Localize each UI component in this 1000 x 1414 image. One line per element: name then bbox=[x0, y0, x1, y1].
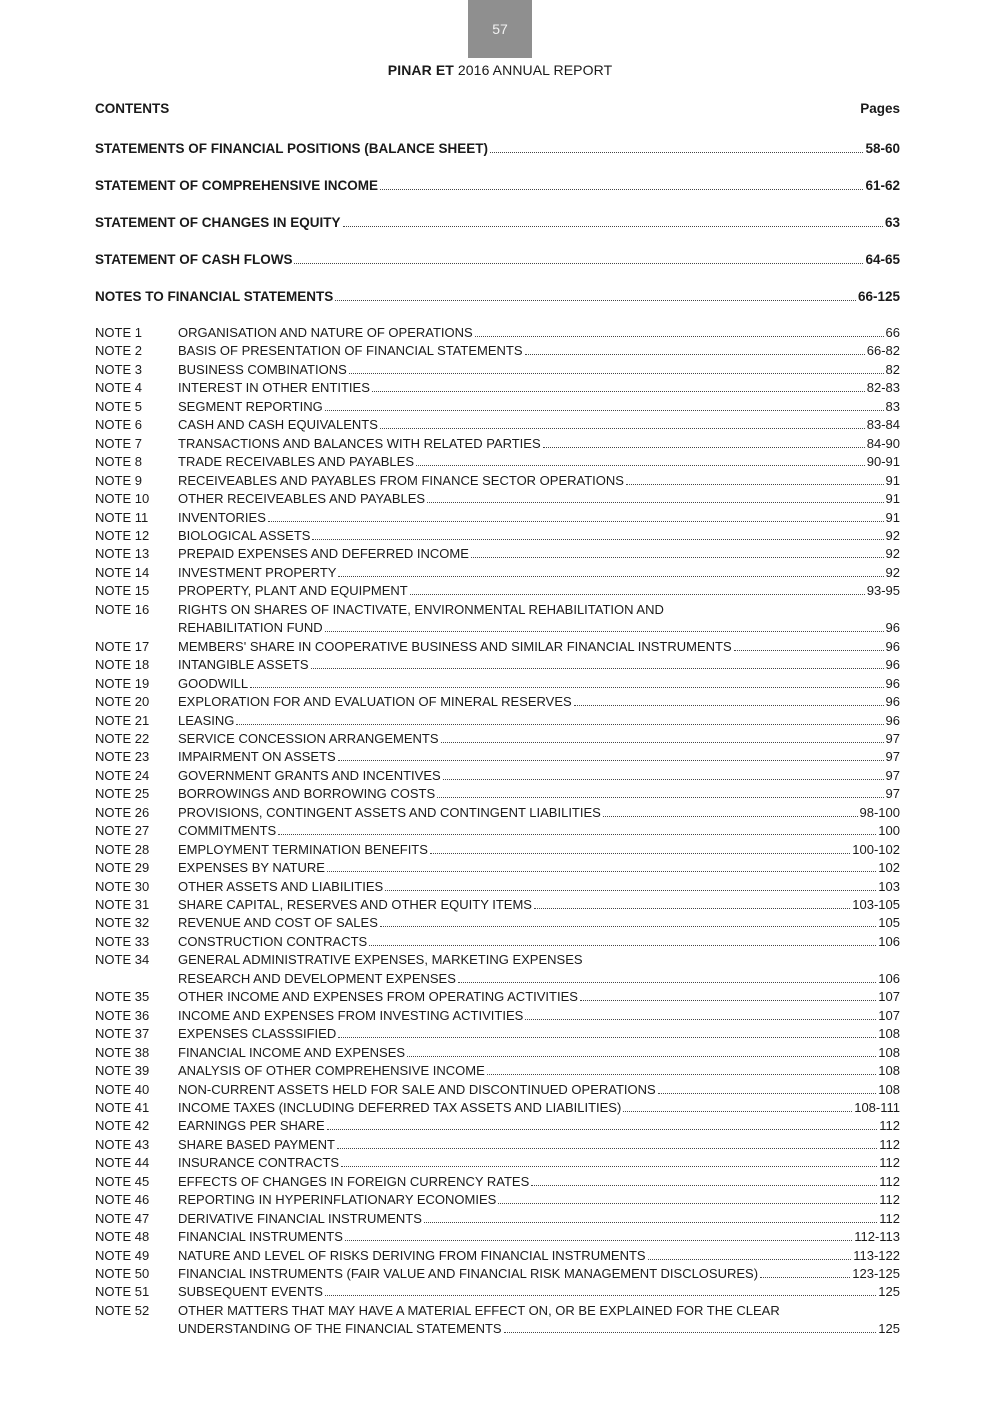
note-pages: 112 bbox=[879, 1173, 900, 1189]
dot-leader bbox=[534, 908, 850, 909]
note-pages: 113-122 bbox=[853, 1247, 900, 1263]
note-label: OTHER INCOME AND EXPENSES FROM OPERATING ACTIVITIES bbox=[178, 989, 578, 1005]
note-label: GENERAL ADMINISTRATIVE EXPENSES, MARKETING EXPENSES bbox=[178, 952, 583, 968]
note-pages: 112-113 bbox=[854, 1229, 900, 1245]
note-number: NOTE 24 bbox=[95, 767, 150, 783]
dot-leader bbox=[437, 797, 883, 798]
note-entry bbox=[95, 1152, 900, 1170]
statement-pages: 58-60 bbox=[865, 141, 900, 156]
note-pages: 96 bbox=[885, 694, 900, 709]
statement-label: STATEMENT OF COMPREHENSIVE INCOME bbox=[95, 178, 379, 193]
note-pages: 96 bbox=[885, 712, 900, 728]
note-entry bbox=[95, 507, 900, 525]
note-entry bbox=[95, 783, 900, 801]
note-label: GOVERNMENT GRANTS AND INCENTIVES bbox=[178, 767, 441, 783]
dot-leader bbox=[327, 1129, 878, 1130]
note-label: EXPENSES BY NATURE bbox=[178, 860, 325, 876]
page-number-tab bbox=[468, 0, 532, 58]
note-entry bbox=[95, 414, 900, 432]
statement-label: STATEMENT OF CHANGES IN EQUITY bbox=[95, 215, 341, 230]
note-entry bbox=[95, 1042, 900, 1060]
note-pages: 92 bbox=[885, 564, 900, 580]
note-pages: 112 bbox=[879, 1136, 900, 1152]
note-pages: 97 bbox=[885, 749, 900, 765]
note-number: NOTE 45 bbox=[95, 1173, 150, 1189]
note-number: NOTE 6 bbox=[95, 417, 142, 433]
note-pages: 103-105 bbox=[852, 897, 900, 912]
note-pages: 93-95 bbox=[866, 583, 900, 599]
dot-leader bbox=[325, 410, 884, 411]
note-label: FINANCIAL INSTRUMENTS bbox=[178, 1229, 343, 1245]
note-label: GOODWILL bbox=[178, 675, 249, 691]
note-pages: 96 bbox=[885, 675, 900, 691]
note-entry bbox=[95, 1097, 900, 1115]
note-number: NOTE 44 bbox=[95, 1155, 150, 1171]
page-number: 57 bbox=[492, 21, 508, 37]
note-entry bbox=[95, 1300, 900, 1318]
note-number: NOTE 11 bbox=[95, 509, 149, 525]
note-number: NOTE 20 bbox=[95, 694, 150, 709]
note-label-continued: REHABILITATION FUND bbox=[178, 620, 323, 636]
note-number: NOTE 35 bbox=[95, 989, 150, 1005]
dot-leader bbox=[574, 705, 884, 706]
note-entry bbox=[95, 1226, 900, 1244]
note-label: EXPLORATION FOR AND EVALUATION OF MINERAL RESERVES bbox=[178, 694, 572, 709]
note-pages: 96 bbox=[885, 620, 900, 636]
dot-leader bbox=[475, 336, 884, 337]
note-pages: 125 bbox=[878, 1284, 900, 1300]
note-entry bbox=[95, 802, 900, 820]
note-entry bbox=[95, 839, 900, 857]
note-label: LEASING bbox=[178, 712, 235, 728]
note-pages: 100-102 bbox=[852, 841, 900, 857]
note-pages: 96 bbox=[885, 657, 900, 673]
note-label: FINANCIAL INSTRUMENTS (FAIR VALUE AND FINANCIAL RISK MANAGEMENT DISCLOSURES) bbox=[178, 1266, 759, 1281]
note-entry bbox=[95, 377, 900, 395]
dot-leader bbox=[430, 853, 850, 854]
dot-leader bbox=[372, 391, 865, 392]
note-pages: 112 bbox=[879, 1155, 900, 1171]
note-label: SUBSEQUENT EVENTS bbox=[178, 1284, 323, 1300]
note-label: COMMITMENTS bbox=[178, 823, 277, 839]
note-number: NOTE 28 bbox=[95, 841, 150, 857]
note-entry bbox=[95, 949, 900, 967]
note-label: EFFECTS OF CHANGES IN FOREIGN CURRENCY RATES bbox=[178, 1173, 530, 1189]
note-label: INTANGIBLE ASSETS bbox=[178, 657, 309, 673]
note-number: NOTE 39 bbox=[95, 1063, 150, 1078]
dot-leader bbox=[498, 1203, 877, 1204]
note-pages: 66-82 bbox=[866, 343, 900, 359]
note-number: NOTE 46 bbox=[95, 1192, 150, 1208]
note-label: REVENUE AND COST OF SALES bbox=[178, 915, 378, 931]
note-entry bbox=[95, 433, 900, 451]
note-pages: 96 bbox=[885, 638, 900, 654]
statement-entry bbox=[95, 175, 900, 193]
note-entry bbox=[95, 599, 900, 617]
dot-leader bbox=[543, 447, 865, 448]
dot-leader bbox=[268, 521, 884, 522]
note-pages: 66 bbox=[885, 325, 900, 340]
statement-entry bbox=[95, 212, 900, 230]
note-number: NOTE 30 bbox=[95, 878, 150, 894]
note-number: NOTE 25 bbox=[95, 786, 150, 802]
note-pages: 100 bbox=[878, 823, 900, 839]
note-label: EARNINGS PER SHARE bbox=[178, 1118, 325, 1134]
note-pages: 108 bbox=[878, 1081, 900, 1097]
note-pages: 106 bbox=[878, 970, 900, 986]
note-pages: 92 bbox=[885, 527, 900, 543]
note-pages: 108 bbox=[878, 1063, 900, 1078]
note-label: PROPERTY, PLANT AND EQUIPMENT bbox=[178, 583, 408, 599]
note-number: NOTE 18 bbox=[95, 657, 150, 673]
note-number: NOTE 1 bbox=[95, 325, 142, 340]
note-number: NOTE 19 bbox=[95, 675, 150, 691]
note-entry bbox=[95, 322, 900, 340]
note-number: NOTE 48 bbox=[95, 1229, 150, 1245]
note-label: INSURANCE CONTRACTS bbox=[178, 1155, 340, 1171]
dot-leader bbox=[658, 1093, 877, 1094]
statement-pages: 64-65 bbox=[865, 252, 900, 267]
note-label-continued: RESEARCH AND DEVELOPMENT EXPENSES bbox=[178, 970, 456, 986]
note-number: NOTE 23 bbox=[95, 749, 150, 765]
statement-pages: 61-62 bbox=[865, 178, 900, 193]
contents-title: CONTENTS bbox=[95, 101, 170, 116]
note-label: PREPAID EXPENSES AND DEFERRED INCOME bbox=[178, 546, 469, 562]
dot-leader bbox=[407, 1056, 876, 1057]
note-entry bbox=[95, 636, 900, 654]
note-label: SERVICE CONCESSION ARRANGEMENTS bbox=[178, 730, 439, 746]
dot-leader bbox=[335, 300, 856, 301]
note-entry bbox=[95, 1060, 900, 1078]
note-number: NOTE 33 bbox=[95, 933, 150, 949]
note-entry bbox=[95, 562, 900, 580]
dot-leader bbox=[427, 502, 883, 503]
dot-leader bbox=[343, 226, 883, 227]
contents-header bbox=[95, 101, 900, 116]
note-pages: 98-100 bbox=[859, 804, 900, 820]
note-label: RIGHTS ON SHARES OF INACTIVATE, ENVIRONMENTAL REHABILITATION AND bbox=[178, 601, 664, 617]
note-entry bbox=[95, 765, 900, 783]
note-entry bbox=[95, 1079, 900, 1097]
dot-leader bbox=[327, 871, 876, 872]
statement-entry bbox=[95, 286, 900, 304]
note-entry bbox=[95, 1005, 900, 1023]
note-entry bbox=[95, 359, 900, 377]
note-number: NOTE 32 bbox=[95, 915, 150, 931]
note-pages: 91 bbox=[885, 491, 900, 506]
statement-label: STATEMENT OF CASH FLOWS bbox=[95, 252, 293, 267]
note-pages: 90-91 bbox=[866, 454, 900, 470]
dot-leader bbox=[525, 354, 865, 355]
dot-leader bbox=[380, 189, 863, 190]
dot-leader bbox=[312, 539, 883, 540]
dot-leader bbox=[623, 1111, 852, 1112]
note-label: RECEIVEABLES AND PAYABLES FROM FINANCE SECTOR OPERATIONS bbox=[178, 472, 624, 488]
note-entry bbox=[95, 1023, 900, 1041]
note-entry bbox=[95, 1263, 900, 1281]
note-entry bbox=[95, 525, 900, 543]
note-number: NOTE 22 bbox=[95, 730, 150, 746]
note-label: REPORTING IN HYPERINFLATIONARY ECONOMIES bbox=[178, 1192, 497, 1208]
note-number: NOTE 26 bbox=[95, 804, 150, 820]
note-pages: 97 bbox=[885, 786, 900, 802]
note-number: NOTE 41 bbox=[95, 1099, 150, 1115]
note-entry-continuation bbox=[178, 968, 900, 986]
note-number: NOTE 14 bbox=[95, 564, 150, 580]
dot-leader bbox=[487, 1074, 877, 1075]
note-label: FINANCIAL INCOME AND EXPENSES bbox=[178, 1044, 406, 1060]
note-number: NOTE 36 bbox=[95, 1007, 150, 1023]
note-entry bbox=[95, 986, 900, 1004]
dot-leader bbox=[338, 576, 883, 577]
note-pages: 97 bbox=[885, 730, 900, 746]
note-label: PROVISIONS, CONTINGENT ASSETS AND CONTINGENT LIABILITIES bbox=[178, 804, 601, 820]
note-label: TRADE RECEIVABLES AND PAYABLES bbox=[178, 454, 415, 470]
note-number: NOTE 4 bbox=[95, 380, 142, 396]
note-pages: 108-111 bbox=[854, 1099, 900, 1115]
statement-label: NOTES TO FINANCIAL STATEMENTS bbox=[95, 289, 334, 304]
note-entry bbox=[95, 488, 900, 506]
dot-leader bbox=[734, 650, 884, 651]
note-pages: 83 bbox=[885, 398, 900, 414]
statement-entry bbox=[95, 249, 900, 267]
note-pages: 92 bbox=[885, 546, 900, 562]
note-label: CASH AND CASH EQUIVALENTS bbox=[178, 417, 378, 433]
dot-leader bbox=[338, 760, 884, 761]
note-entry bbox=[95, 691, 900, 709]
note-pages: 82 bbox=[885, 361, 900, 377]
statement-label: STATEMENTS OF FINANCIAL POSITIONS (BALANCE SHEET) bbox=[95, 141, 489, 156]
note-pages: 125 bbox=[878, 1321, 900, 1337]
note-number: NOTE 38 bbox=[95, 1044, 150, 1060]
note-label: OTHER ASSETS AND LIABILITIES bbox=[178, 878, 384, 894]
note-pages: 103 bbox=[878, 878, 900, 894]
note-number: NOTE 13 bbox=[95, 546, 150, 562]
note-label: BASIS OF PRESENTATION OF FINANCIAL STATEMENTS bbox=[178, 343, 523, 359]
note-pages: 108 bbox=[878, 1026, 900, 1042]
note-number: NOTE 47 bbox=[95, 1210, 150, 1226]
note-pages: 84-90 bbox=[866, 435, 900, 451]
dot-leader bbox=[441, 742, 884, 743]
note-entry bbox=[95, 340, 900, 358]
note-number: NOTE 43 bbox=[95, 1136, 150, 1152]
note-label: IMPAIRMENT ON ASSETS bbox=[178, 749, 336, 765]
note-pages: 123-125 bbox=[852, 1266, 900, 1281]
note-label: INCOME TAXES (INCLUDING DEFERRED TAX ASSETS AND LIABILITIES) bbox=[178, 1099, 622, 1115]
note-number: NOTE 8 bbox=[95, 454, 142, 470]
note-entry bbox=[95, 470, 900, 488]
dot-leader bbox=[341, 1166, 877, 1167]
note-entry bbox=[95, 654, 900, 672]
note-number: NOTE 42 bbox=[95, 1118, 150, 1134]
dot-leader bbox=[504, 1332, 877, 1333]
note-number: NOTE 5 bbox=[95, 398, 142, 414]
pages-label: Pages bbox=[860, 101, 900, 116]
dot-leader bbox=[424, 1222, 877, 1223]
note-label: OTHER MATTERS THAT MAY HAVE A MATERIAL EFFECT ON, OR BE EXPLAINED FOR THE CLEAR bbox=[178, 1302, 780, 1318]
note-label: SHARE BASED PAYMENT bbox=[178, 1136, 335, 1152]
note-entry bbox=[95, 820, 900, 838]
note-number: NOTE 10 bbox=[95, 491, 150, 506]
note-entry bbox=[95, 580, 900, 598]
note-label: DERIVATIVE FINANCIAL INSTRUMENTS bbox=[178, 1210, 422, 1226]
note-label: NATURE AND LEVEL OF RISKS DERIVING FROM FINANCIAL INSTRUMENTS bbox=[178, 1247, 646, 1263]
note-label: INCOME AND EXPENSES FROM INVESTING ACTIVITIES bbox=[178, 1007, 524, 1023]
note-label: ORGANISATION AND NATURE OF OPERATIONS bbox=[178, 325, 473, 340]
dot-leader bbox=[603, 816, 858, 817]
note-number: NOTE 37 bbox=[95, 1026, 150, 1042]
note-entry bbox=[95, 894, 900, 912]
note-label: BORROWINGS AND BORROWING COSTS bbox=[178, 786, 436, 802]
note-pages: 91 bbox=[885, 509, 900, 525]
dot-leader bbox=[294, 263, 863, 264]
dot-leader bbox=[345, 1240, 852, 1241]
note-entry bbox=[95, 710, 900, 728]
dot-leader bbox=[416, 465, 865, 466]
note-pages: 106 bbox=[878, 933, 900, 949]
note-pages: 82-83 bbox=[866, 380, 900, 396]
dot-leader bbox=[338, 1037, 876, 1038]
note-label: NON-CURRENT ASSETS HELD FOR SALE AND DISCONTINUED OPERATIONS bbox=[178, 1081, 656, 1097]
dot-leader bbox=[760, 1277, 850, 1278]
statement-pages: 66-125 bbox=[857, 289, 900, 304]
note-entry bbox=[95, 931, 900, 949]
note-entry bbox=[95, 451, 900, 469]
note-entry bbox=[95, 673, 900, 691]
dot-leader bbox=[626, 484, 884, 485]
note-entry bbox=[95, 543, 900, 561]
note-label: MEMBERS' SHARE IN COOPERATIVE BUSINESS AND SIMILAR FINANCIAL INSTRUMENTS bbox=[178, 638, 732, 654]
dot-leader bbox=[236, 724, 883, 725]
note-number: NOTE 51 bbox=[95, 1284, 150, 1300]
report-name: 2016 ANNUAL REPORT bbox=[457, 62, 613, 78]
note-label: CONSTRUCTION CONTRACTS bbox=[178, 933, 368, 949]
note-entry bbox=[95, 912, 900, 930]
dot-leader bbox=[325, 631, 884, 632]
note-entry bbox=[95, 1171, 900, 1189]
dot-leader bbox=[410, 594, 865, 595]
dot-leader bbox=[490, 152, 863, 153]
note-pages: 108 bbox=[878, 1044, 900, 1060]
note-label: OTHER RECEIVEABLES AND PAYABLES bbox=[178, 491, 426, 506]
note-number: NOTE 16 bbox=[95, 601, 150, 617]
note-pages: 112 bbox=[879, 1192, 900, 1208]
note-number: NOTE 17 bbox=[95, 638, 150, 654]
note-number: NOTE 21 bbox=[95, 712, 150, 728]
note-entry bbox=[95, 728, 900, 746]
note-entry bbox=[95, 857, 900, 875]
note-label: INVENTORIES bbox=[178, 509, 266, 525]
note-label: INVESTMENT PROPERTY bbox=[178, 564, 337, 580]
dot-leader bbox=[349, 373, 884, 374]
note-label: TRANSACTIONS AND BALANCES WITH RELATED PARTIES bbox=[178, 435, 541, 451]
dot-leader bbox=[250, 687, 883, 688]
dot-leader bbox=[580, 1000, 876, 1001]
note-pages: 83-84 bbox=[866, 417, 900, 433]
note-number: NOTE 40 bbox=[95, 1081, 150, 1097]
note-label: ANALYSIS OF OTHER COMPREHENSIVE INCOME bbox=[178, 1063, 485, 1078]
company-name: PINAR ET bbox=[387, 62, 454, 78]
note-pages: 105 bbox=[878, 915, 900, 931]
note-number: NOTE 12 bbox=[95, 527, 150, 543]
note-label: BUSINESS COMBINATIONS bbox=[178, 361, 347, 377]
note-number: NOTE 9 bbox=[95, 472, 142, 488]
note-pages: 97 bbox=[885, 767, 900, 783]
note-label: SEGMENT REPORTING bbox=[178, 398, 323, 414]
note-number: NOTE 7 bbox=[95, 435, 142, 451]
note-label: SHARE CAPITAL, RESERVES AND OTHER EQUITY ITEMS bbox=[178, 897, 532, 912]
note-entry bbox=[95, 1208, 900, 1226]
note-pages: 107 bbox=[878, 1007, 900, 1023]
note-entry bbox=[95, 1115, 900, 1133]
note-pages: 112 bbox=[879, 1118, 900, 1134]
note-entry bbox=[95, 396, 900, 414]
dot-leader bbox=[443, 779, 884, 780]
note-entry-continuation bbox=[178, 617, 900, 635]
dot-leader bbox=[369, 945, 876, 946]
dot-leader bbox=[278, 834, 876, 835]
note-entry bbox=[95, 1134, 900, 1152]
dot-leader bbox=[458, 982, 876, 983]
dot-leader bbox=[385, 890, 876, 891]
dot-leader bbox=[325, 1295, 876, 1296]
note-pages: 102 bbox=[878, 860, 900, 876]
note-label-continued: UNDERSTANDING OF THE FINANCIAL STATEMENTS bbox=[178, 1321, 502, 1337]
note-label: INTEREST IN OTHER ENTITIES bbox=[178, 380, 370, 396]
note-number: NOTE 3 bbox=[95, 361, 142, 377]
note-pages: 112 bbox=[879, 1210, 900, 1226]
dot-leader bbox=[380, 926, 876, 927]
note-entry bbox=[95, 746, 900, 764]
statement-pages: 63 bbox=[884, 215, 900, 230]
note-pages: 107 bbox=[878, 989, 900, 1005]
note-number: NOTE 31 bbox=[95, 897, 150, 912]
note-entry bbox=[95, 1281, 900, 1299]
note-number: NOTE 27 bbox=[95, 823, 150, 839]
dot-leader bbox=[648, 1259, 852, 1260]
dot-leader bbox=[471, 557, 884, 558]
note-number: NOTE 29 bbox=[95, 860, 150, 876]
note-number: NOTE 2 bbox=[95, 343, 142, 359]
note-label: BIOLOGICAL ASSETS bbox=[178, 527, 311, 543]
note-entry bbox=[95, 1189, 900, 1207]
note-entry-continuation bbox=[178, 1318, 900, 1336]
note-number: NOTE 15 bbox=[95, 583, 150, 599]
dot-leader bbox=[337, 1148, 877, 1149]
dot-leader bbox=[531, 1185, 877, 1186]
statement-entry bbox=[95, 138, 900, 156]
dot-leader bbox=[311, 668, 884, 669]
note-entry bbox=[95, 1245, 900, 1263]
dot-leader bbox=[380, 428, 865, 429]
note-label: EMPLOYMENT TERMINATION BENEFITS bbox=[178, 841, 428, 857]
note-label: EXPENSES CLASSSIFIED bbox=[178, 1026, 337, 1042]
note-number: NOTE 34 bbox=[95, 952, 150, 968]
note-pages: 91 bbox=[885, 472, 900, 488]
note-entry bbox=[95, 876, 900, 894]
report-title bbox=[0, 62, 1000, 78]
dot-leader bbox=[525, 1019, 876, 1020]
note-number: NOTE 52 bbox=[95, 1302, 150, 1318]
note-number: NOTE 49 bbox=[95, 1247, 150, 1263]
note-number: NOTE 50 bbox=[95, 1266, 150, 1281]
